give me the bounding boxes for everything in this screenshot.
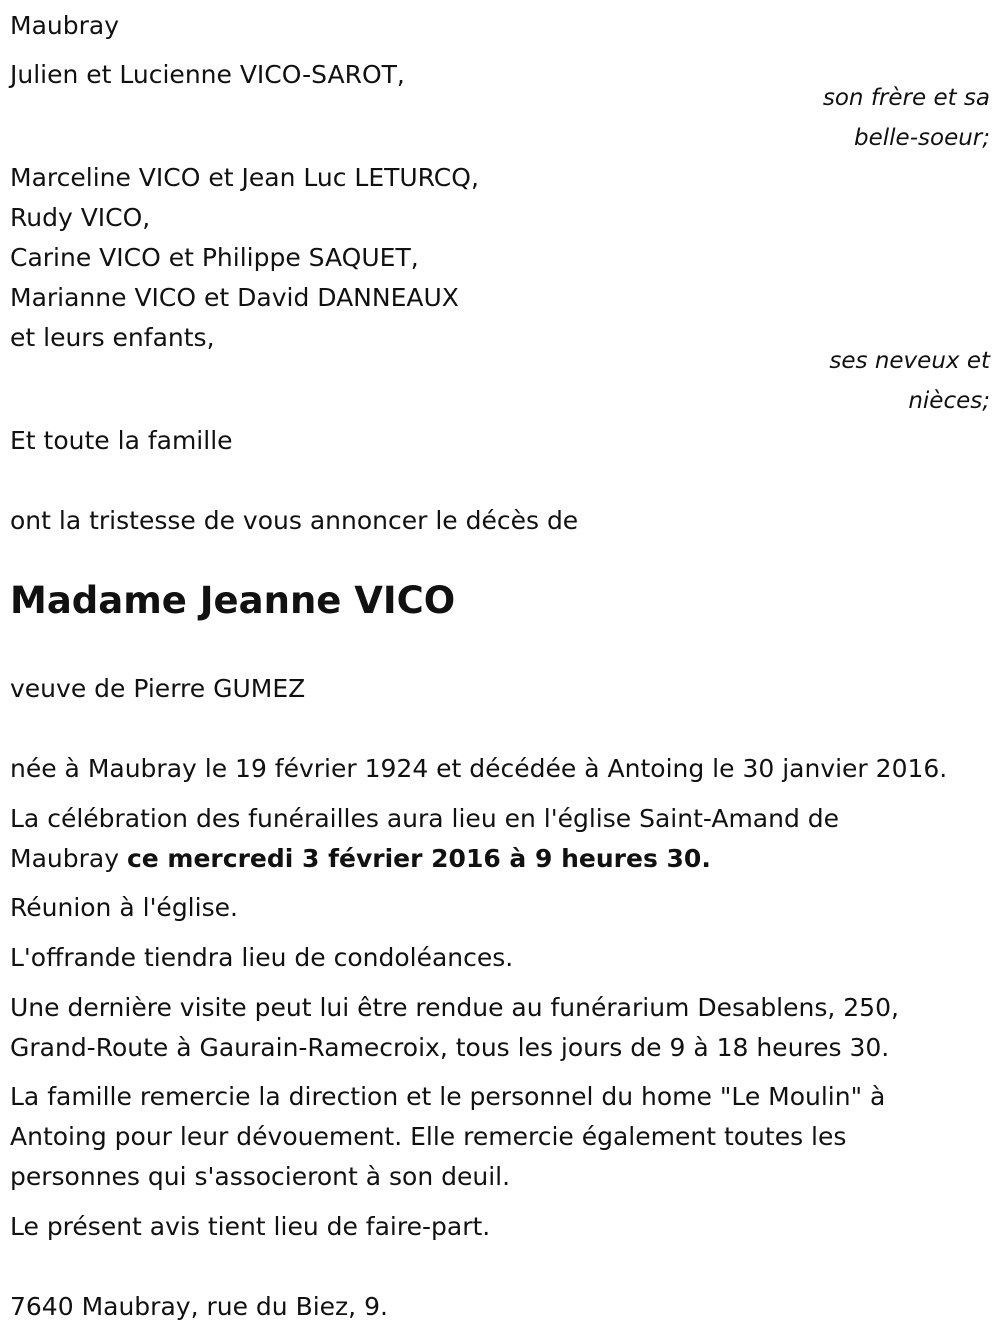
nephews-relation-line-1: ses neveux et	[829, 348, 990, 374]
meeting-line: Réunion à l'église.	[10, 893, 238, 922]
visit-line-2: Grand-Route à Gaurain-Ramecroix, tous les jours de 9 à 18 heures 30.	[10, 1033, 890, 1062]
sibling-relation-line-2: belle-soeur;	[854, 125, 990, 151]
thanks-line-2: Antoing pour leur dévouement. Elle remercie également toutes les	[10, 1122, 847, 1151]
funeral-line-2	[10, 839, 711, 879]
nephews-relation-line-2: nièces;	[908, 388, 990, 414]
deceased-name: Madame Jeanne VICO	[10, 579, 456, 622]
nephew-line: Marceline VICO et Jean Luc LETURCQ,	[10, 163, 479, 192]
thanks-line-3: personnes qui s'associeront à son deuil.	[10, 1162, 511, 1191]
whole-family-line: Et toute la famille	[10, 426, 233, 455]
announcement-line: ont la tristesse de vous annoncer le décès de	[10, 506, 579, 535]
offering-line: L'offrande tiendra lieu de condoléances.	[10, 943, 514, 972]
birth-death-line: née à Maubray le 19 février 1924 et décédée à Antoing le 30 janvier 2016.	[10, 754, 948, 783]
funeral-line-1: La célébration des funérailles aura lieu en l'église Saint-Amand de	[10, 804, 840, 833]
notice-line: Le présent avis tient lieu de faire-part.	[10, 1212, 491, 1241]
nephew-line: Marianne VICO et David DANNEAUX	[10, 283, 459, 312]
funeral-date-time: ce mercredi 3 février 2016 à 9 heures 30.	[126, 844, 711, 873]
place-header: Maubray	[10, 11, 119, 40]
nephew-line: Rudy VICO,	[10, 203, 151, 232]
nephew-line: Carine VICO et Philippe SAQUET,	[10, 243, 419, 272]
visit-line-1: Une dernière visite peut lui être rendue au funérarium Desablens, 250,	[10, 993, 899, 1022]
funeral-place: Maubray	[10, 844, 119, 873]
thanks-line-1: La famille remercie la direction et le personnel du home "Le Moulin" à	[10, 1082, 886, 1111]
nephew-line: et leurs enfants,	[10, 323, 215, 352]
address-line: 7640 Maubray, rue du Biez, 9.	[10, 1292, 388, 1321]
widow-of-line: veuve de Pierre GUMEZ	[10, 674, 306, 703]
sibling-relation-line-1: son frère et sa	[822, 85, 990, 111]
sibling-line: Julien et Lucienne VICO-SAROT,	[10, 60, 405, 89]
